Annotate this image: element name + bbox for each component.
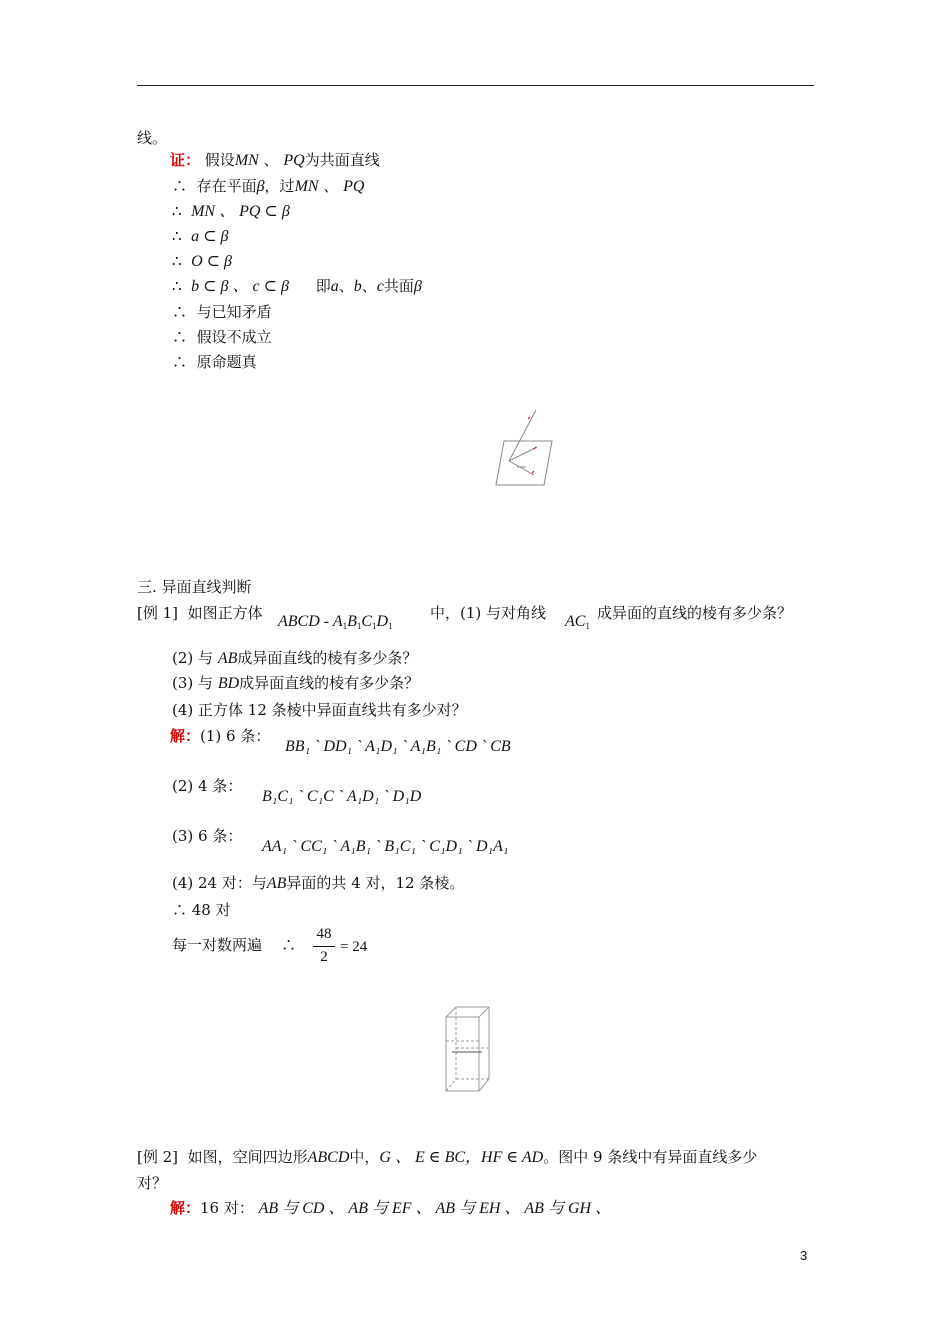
example-1-line: [例 1] 如图正方体	[137, 604, 263, 622]
question-3: (3) 与 BD成异面直线的棱有多少条？	[172, 674, 420, 692]
example-2-answer: 解：16 对： AB 与 CD 、 AB 与 EF 、 AB 与 EH 、 AB 与 GH 、	[170, 1199, 612, 1217]
proof-line-7: ∴ 与已知矛盾	[172, 303, 272, 321]
fraction-numerator: 48	[316, 926, 332, 942]
example-2-line-2: 对？	[137, 1174, 168, 1192]
proof-line-1: 证： 假设MN 、 PQ为共面直线	[170, 151, 380, 169]
fraction-denominator: 2	[320, 949, 328, 965]
answer-4: (4) 24 对：与AB异面的共 4 对，12 条棱。	[172, 874, 465, 892]
answer-2-label: (2) 4 条：	[172, 777, 243, 795]
header-rule	[137, 85, 814, 86]
fraction-bar	[313, 946, 335, 947]
proof-line-6: ∴ b ⊂ β 、 c ⊂ β 即a、b、c共面β	[172, 277, 422, 295]
answer-1-list: BB₁ ` DD₁ ` A₁D₁ ` A₁B₁ ` CD ` CB	[285, 738, 511, 755]
answer-3-list: AA₁ ` CC₁ ` A₁B₁ ` B₁C₁ ` C₁D₁ ` D₁A₁	[262, 838, 509, 855]
answer-5: ∴ 48 对	[172, 901, 231, 919]
example-1-text: 中，(1) 与对角线	[430, 604, 547, 622]
proof-line-3: ∴ MN 、 PQ ⊂ β	[172, 202, 290, 220]
example-2-line: [例 2] 如图，空间四边形ABCD中，G 、 E ∈ BC，HF ∈ AD。图中 9 条线中有异面直线多少	[137, 1148, 758, 1166]
proof-line-9: ∴ 原命题真	[172, 353, 257, 371]
answer-1-label: 解：(1) 6 条：	[170, 727, 271, 745]
diagonal-ac1: $AC_1$	[565, 613, 590, 631]
cube-figure	[440, 1000, 495, 1095]
question-4: (4) 正方体 12 条棱中异面直线共有多少对？	[172, 701, 467, 719]
plane-lines-figure	[490, 405, 555, 490]
fraction-result: = 24	[340, 939, 368, 955]
proof-line-8: ∴ 假设不成立	[172, 328, 272, 346]
proof-line-5: ∴ O ⊂ β	[172, 252, 233, 270]
section-title: 三. 异面直线判断	[137, 578, 252, 596]
example-1-question: 成异面的直线的棱有多少条？	[597, 604, 793, 622]
cube-name: ABCD - $A_1B_1C_1D_1$	[278, 613, 393, 631]
page-number: 3	[800, 1248, 808, 1263]
answer-3-label: (3) 6 条：	[172, 827, 243, 845]
proof-label: 证：	[170, 151, 201, 169]
answer-6: 每一对数两遍 ∴	[172, 936, 297, 954]
proof-line-2: ∴ 存在平面β，过MN 、 PQ	[172, 177, 365, 195]
answer-2-list: B₁C₁ ` C₁C ` A₁D₁ ` D₁D	[262, 788, 422, 805]
proof-line-4: ∴ a ⊂ β	[172, 227, 229, 245]
question-2: (2) 与 AB成异面直线的棱有多少条？	[172, 649, 418, 667]
text-line: 线。	[137, 129, 168, 147]
